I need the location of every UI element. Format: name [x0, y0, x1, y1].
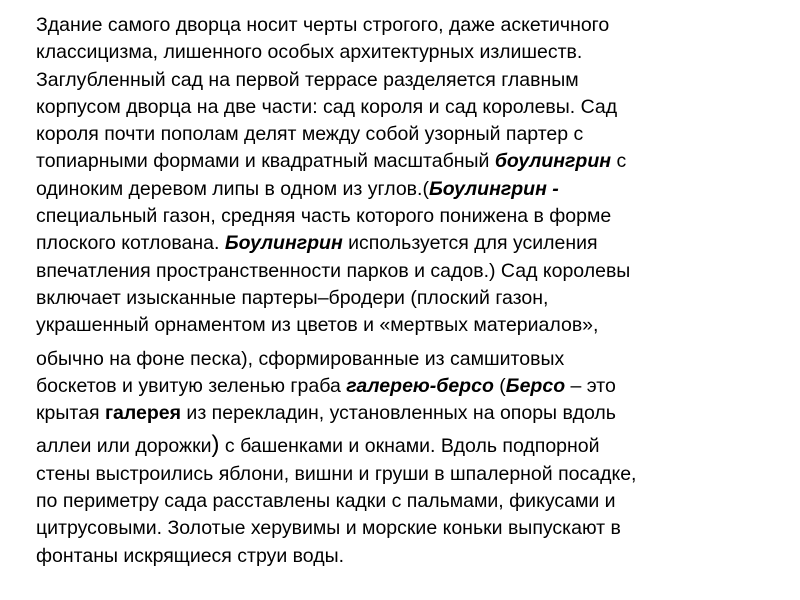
text-line [36, 67, 736, 94]
text-line [36, 258, 736, 285]
emphasized-term: Берсо [505, 374, 566, 397]
text-run: крытая [36, 402, 105, 425]
text-run: Заглубленный сад на первой террасе разделяется главным [36, 68, 579, 91]
text-line [36, 94, 736, 121]
text-line [36, 285, 736, 312]
text-run: включает изысканные партеры–бродери (плоский газон, [36, 286, 549, 309]
emphasized-term: Боулингрин - [428, 177, 559, 200]
text-run: Здание самого дворца носит черты строгого, даже аскетичного [36, 14, 610, 36]
text-run: из перекладин, установленных на опоры вдоль [181, 402, 616, 425]
text-run: – это [565, 374, 616, 397]
bold-term: галерея [104, 402, 182, 425]
text-line [36, 461, 736, 488]
text-line [36, 515, 736, 542]
text-run: с [611, 150, 627, 173]
text-run: впечатления пространственности парков и садов.) Сад королевы [36, 259, 631, 282]
text-run: специальный газон, средняя часть которого понижена в форме [36, 205, 612, 228]
text-line [36, 203, 736, 230]
text-run: короля почти пополам делят между собой узорный партер с [36, 123, 584, 146]
text-run: корпусом дворца на две части: сад короля и сад королевы. Сад [36, 95, 618, 118]
text-line [36, 176, 736, 203]
body-text [36, 12, 736, 570]
text-line [36, 230, 736, 257]
text-run: плоского котлована. [36, 232, 225, 255]
text-line [36, 346, 736, 373]
text-run: с башенками и окнами. Вдоль подпорной [219, 435, 600, 458]
text-line [36, 12, 736, 39]
text-line [36, 148, 736, 175]
text-run: используется для усиления [342, 232, 598, 255]
text-line [36, 431, 736, 460]
text-run: по периметру сада расставлены кадки с пальмами, фикусами и [36, 490, 616, 513]
text-run: топиарными формами и квадратный масштабный [36, 150, 495, 173]
text-line [36, 39, 736, 66]
emphasized-term: галерею-берсо [346, 374, 494, 397]
emphasized-term: боулингрин [494, 150, 612, 173]
text-line [36, 543, 736, 570]
text-line [36, 488, 736, 515]
text-line [36, 121, 736, 148]
text-run: фонтаны искрящиеся струи воды. [36, 544, 345, 567]
text-run: ( [493, 374, 506, 397]
text-line [36, 312, 736, 339]
text-run: украшенный орнаментом из цветов и «мертвых материалов», [36, 314, 599, 337]
text-run: обычно на фоне песка), сформированные из самшитовых [36, 347, 565, 370]
text-run: стены выстроились яблони, вишни и груши в шпалерной посадке, [36, 462, 637, 485]
text-run: цитрусовыми. Золотые херувимы и морские коньки выпускают в [36, 517, 621, 540]
text-run: аллеи или дорожки [36, 435, 212, 458]
text-line [36, 373, 736, 400]
text-run: одиноким деревом липы в одном из углов.( [36, 177, 429, 200]
text-run: боскетов и увитую зеленью граба [36, 374, 347, 397]
text-run: классицизма, лишенного особых архитектурных излишеств. [36, 41, 583, 64]
large-parenthesis: ) [211, 431, 220, 459]
text-line [36, 400, 736, 427]
emphasized-term: Боулингрин [224, 232, 343, 255]
